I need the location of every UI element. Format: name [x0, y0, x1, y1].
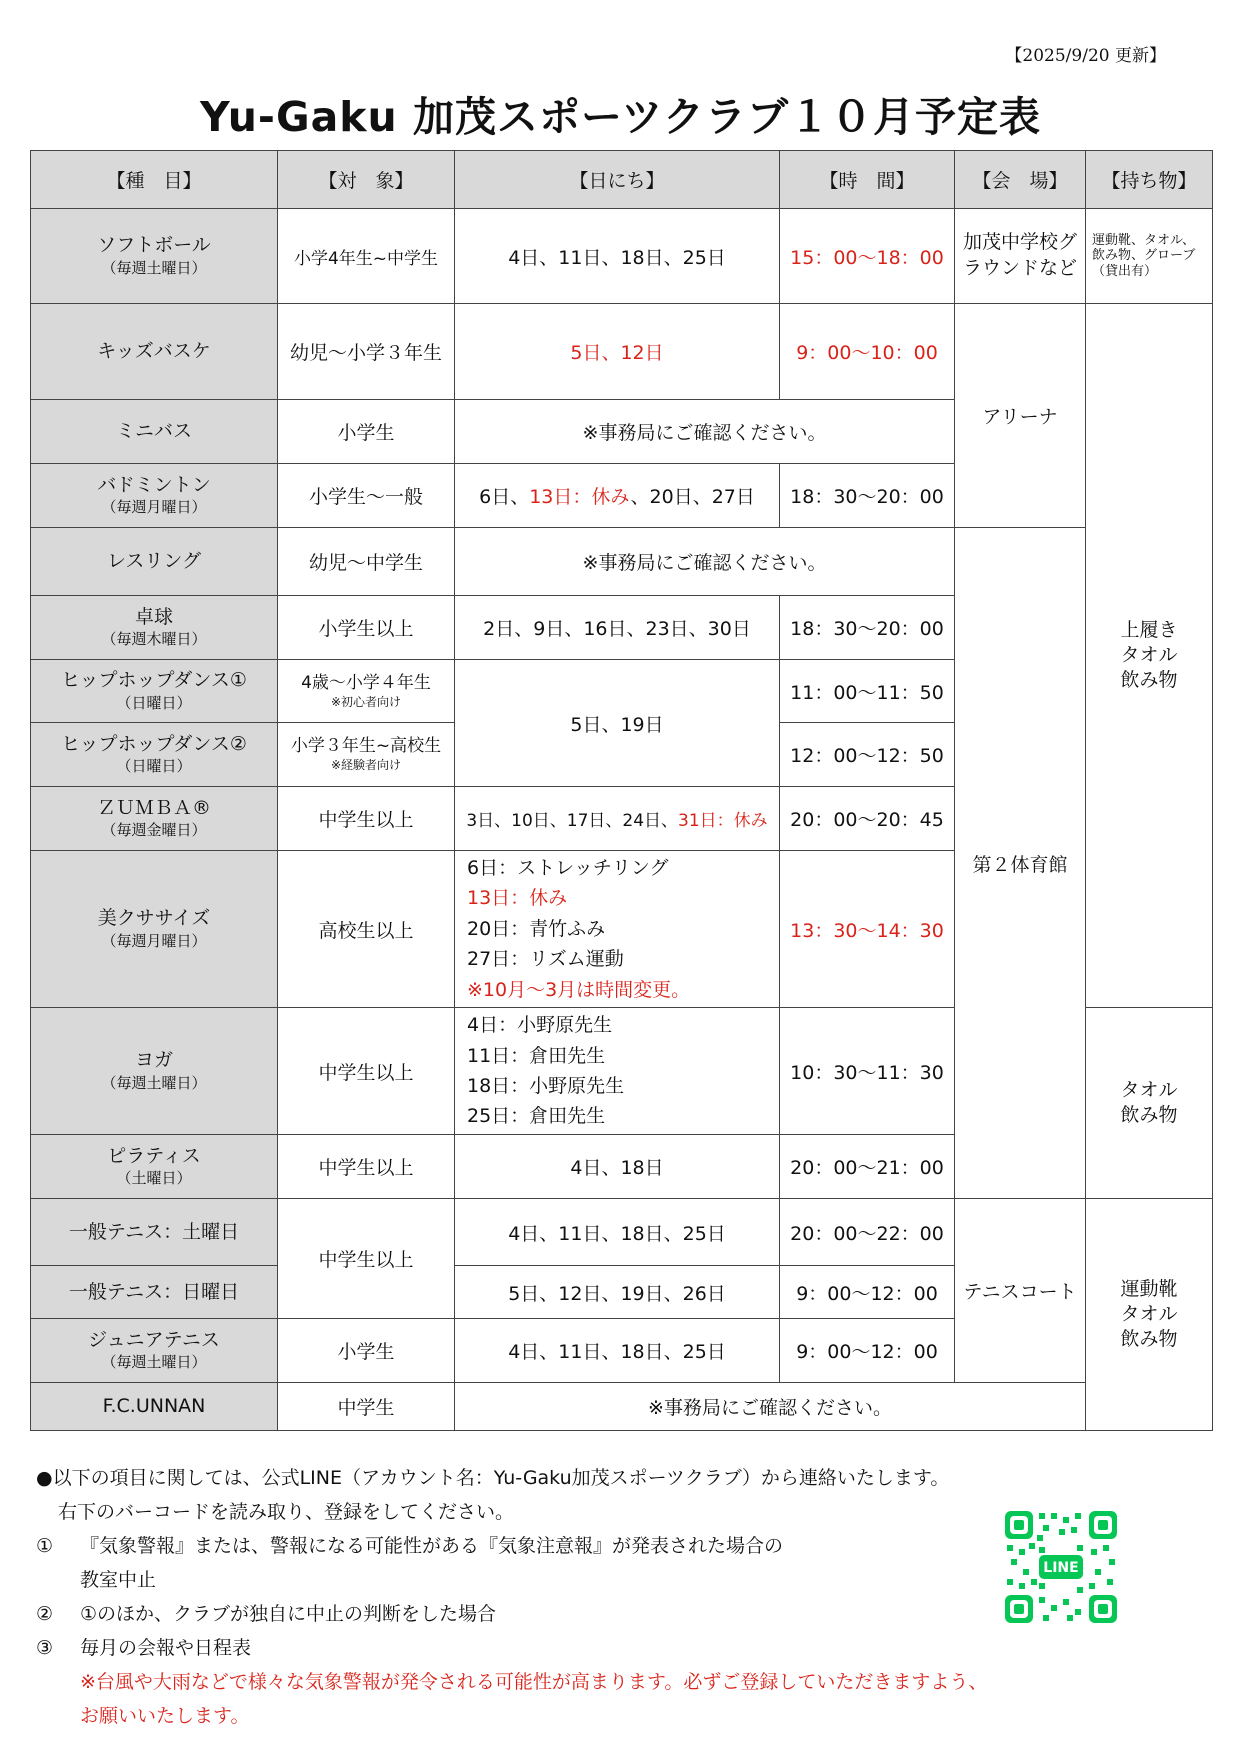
venue-gym2: 第２体育館	[972, 853, 1068, 876]
time-cell: 9：00～12：00	[780, 1319, 955, 1383]
venue-tennis: テニスコート	[963, 1281, 1077, 1303]
dates-cell: 4日、18日	[455, 1135, 780, 1199]
row-wrestling	[31, 528, 1213, 596]
items-line: 飲み物	[1120, 668, 1178, 691]
dates-part: 3日、10日、17日、24日、	[466, 811, 679, 831]
item-text: 『気象警報』または、警報になる可能性がある『気象注意報』が発表された場合の	[80, 1535, 784, 1557]
sport-cell	[31, 851, 278, 1008]
sport-frequency: （土曜日）	[116, 1169, 192, 1188]
sport-cell	[31, 723, 278, 787]
time-cell: 12：00～12：50	[780, 723, 955, 787]
target-cell: 幼児～中学生	[278, 528, 455, 596]
time-cell: 15：00〜18：00	[780, 209, 955, 304]
sport-name: 一般テニス：日曜日	[68, 1280, 240, 1303]
dates-holiday: 31日：休み	[678, 811, 768, 831]
sport-cell	[31, 1383, 278, 1431]
sport-cell	[31, 1135, 278, 1199]
time-cell: 18：30～20：00	[780, 596, 955, 660]
row-kids-basket	[31, 304, 1213, 400]
sport-name: ヨガ	[134, 1049, 173, 1072]
time-cell: 10：30～11：30	[780, 1008, 955, 1135]
sport-cell	[31, 596, 278, 660]
target-cell: 小学生	[278, 400, 455, 464]
item-mark: ③	[36, 1637, 54, 1659]
time-cell: 20：00～21：00	[780, 1135, 955, 1199]
sport-cell	[31, 1266, 278, 1319]
sport-name: ソフトボール	[97, 234, 211, 257]
time-cell: 20：00～20：45	[780, 787, 955, 851]
target-text: 4歳～小学４年生	[301, 672, 431, 693]
time-cell: 13：30～14：30	[780, 851, 955, 1008]
target-cell: 小学生～一般	[278, 464, 455, 528]
col-header-items: 【持ち物】	[1086, 151, 1213, 209]
date-line: 27日：リズム運動	[467, 948, 624, 971]
dates-cell: 4日、11日、18日、25日	[455, 209, 780, 304]
date-line: 6日：ストレッチリング	[467, 857, 669, 880]
dates-cell: 4日、11日、18日、25日	[455, 1199, 780, 1266]
date-line: 4日：小野原先生	[467, 1014, 613, 1037]
sport-frequency: （毎週月曜日）	[101, 931, 207, 950]
sport-name: 一般テニス：土曜日	[68, 1220, 240, 1243]
sport-name: F.C.UNNAN	[102, 1395, 206, 1418]
venue-arena: アリーナ	[982, 406, 1058, 428]
sport-name: バドミントン	[97, 473, 211, 496]
date-line: 20日：青竹ふみ	[467, 917, 606, 940]
item-text: 毎月の会報や日程表	[80, 1637, 252, 1659]
item-text: ①のほか、クラブが独自に中止の判断をした場合	[80, 1603, 497, 1625]
sport-name: ヒップホップダンス①	[61, 669, 247, 692]
notes-intro-2: 右下のバーコードを読み取り、登録をしてください。	[58, 1501, 515, 1523]
col-header-time: 【時 間】	[780, 151, 955, 209]
time-cell: 18：30～20：00	[780, 464, 955, 528]
date-line-holiday: 13日：休み	[467, 887, 568, 910]
sport-frequency: （毎週月曜日）	[101, 498, 207, 517]
target-cell: 中学生以上	[278, 1199, 455, 1319]
dates-cell	[455, 1008, 780, 1135]
header-row	[31, 151, 1213, 209]
note-cell: ※事務局にご確認ください。	[455, 1383, 1086, 1431]
sport-name: ヒップホップダンス②	[61, 732, 247, 755]
target-text: 小学３年生~高校生	[290, 736, 442, 757]
time-cell: 20：00～22：00	[780, 1199, 955, 1266]
sport-name: 美クササイズ	[97, 907, 211, 930]
sport-cell	[31, 1319, 278, 1383]
note-cell: ※事務局にご確認ください。	[455, 400, 955, 464]
notes-warning: ※台風や大雨などで様々な気象警報が発令される可能性が高まります。必ずご登録していただきますよう、	[80, 1671, 988, 1693]
venue-cell: 加茂中学校グラウンドなど	[955, 209, 1086, 304]
qr-line-label: LINE	[1043, 1560, 1079, 1576]
dates-cell	[455, 787, 780, 851]
venue-tennis-cell	[955, 1199, 1086, 1383]
notes-item-3	[36, 1631, 1186, 1665]
col-header-sport: 【種 目】	[31, 151, 278, 209]
line-qr-code	[1003, 1509, 1119, 1625]
target-cell: 中学生以上	[278, 787, 455, 851]
time-cell: 9：00～12：00	[780, 1266, 955, 1319]
time-cell: 11：00～11：50	[780, 660, 955, 723]
items-outdoor-cell	[1086, 1199, 1213, 1431]
dates-cell: 4日、11日、18日、25日	[455, 1319, 780, 1383]
items-yoga-cell	[1086, 1008, 1213, 1199]
sport-frequency: （毎週土曜日）	[101, 1353, 207, 1372]
sport-cell	[31, 528, 278, 596]
sport-cell	[31, 1008, 278, 1135]
items-line: 飲み物	[1120, 1327, 1178, 1350]
dates-cell	[455, 464, 780, 528]
row-softball	[31, 209, 1213, 304]
dates-part: 、20日、27日	[630, 486, 755, 508]
target-cell: 小学生	[278, 1319, 455, 1383]
venue-gym2-cell	[955, 528, 1086, 1199]
target-note: ※初心者向け	[330, 694, 402, 709]
items-line: 飲み物	[1120, 1104, 1178, 1126]
row-tennis-saturday	[31, 1199, 1213, 1266]
sport-cell	[31, 400, 278, 464]
target-cell: 小学生以上	[278, 596, 455, 660]
target-cell: 中学生以上	[278, 1135, 455, 1199]
notes-warning-2: お願いいたします。	[80, 1705, 250, 1727]
sport-cell	[31, 209, 278, 304]
sport-name: ＺＵＭＢＡ®	[96, 796, 211, 819]
target-cell: 幼児～小学３年生	[278, 304, 455, 400]
schedule-table	[30, 150, 1213, 1431]
date-line: 11日：倉田先生	[467, 1044, 606, 1067]
sport-frequency: （毎週木曜日）	[101, 630, 207, 649]
dates-holiday: 13日：休み	[529, 486, 631, 508]
target-cell: 小学4年生~中学生	[278, 209, 455, 304]
sport-frequency: （毎週土曜日）	[101, 1073, 207, 1092]
notes-item-1-cont: 教室中止	[80, 1569, 157, 1591]
col-header-date: 【日にち】	[455, 151, 780, 209]
target-cell	[278, 723, 455, 787]
target-cell: 中学生	[278, 1383, 455, 1431]
dates-cell: 2日、9日、16日、23日、30日	[455, 596, 780, 660]
sport-cell	[31, 304, 278, 400]
sport-cell	[31, 464, 278, 528]
item-mark: ①	[36, 1535, 54, 1557]
notes-intro: ●以下の項目に関しては、公式LINE（アカウント名：Yu-Gaku加茂スポーツクラブ）から連絡いたします。	[36, 1467, 950, 1489]
sport-name: レスリング	[106, 550, 202, 573]
sport-cell	[31, 660, 278, 723]
sport-name: ピラティス	[107, 1144, 201, 1167]
time-cell: 9：00～10：00	[780, 304, 955, 400]
col-header-target: 【対 象】	[278, 151, 455, 209]
items-line: タオル	[1120, 644, 1178, 667]
sport-frequency: （毎週金曜日）	[101, 821, 207, 840]
items-line: タオル	[1120, 1079, 1178, 1102]
date-line-notice: ※10月～3月は時間変更。	[467, 978, 691, 1001]
dates-part: 6日、	[479, 486, 530, 508]
date-line: 18日：小野原先生	[467, 1075, 625, 1097]
target-cell: 高校生以上	[278, 851, 455, 1008]
sport-frequency: （日曜日）	[116, 693, 192, 712]
page-title: Yu-Gaku 加茂スポーツクラブ１０月予定表	[200, 93, 1041, 141]
target-cell: 中学生以上	[278, 1008, 455, 1135]
items-line: タオル	[1120, 1303, 1178, 1326]
note-cell: ※事務局にご確認ください。	[455, 528, 955, 596]
items-line: 運動靴	[1120, 1278, 1178, 1301]
sport-frequency: （日曜日）	[116, 757, 192, 776]
sport-name: キッズバスケ	[97, 340, 211, 363]
venue-arena-cell	[955, 304, 1086, 528]
sport-cell	[31, 1199, 278, 1266]
target-cell	[278, 660, 455, 723]
items-indoor-cell	[1086, 304, 1213, 1008]
row-fc-unnan	[31, 1383, 1213, 1431]
col-header-venue: 【会 場】	[955, 151, 1086, 209]
dates-cell	[455, 851, 780, 1008]
sport-name: ミニバス	[115, 420, 192, 443]
date-line: 25日：倉田先生	[467, 1105, 606, 1128]
sport-cell	[31, 787, 278, 851]
target-note: ※経験者向け	[330, 758, 402, 773]
items-cell: 運動靴、タオル、飲み物、グローブ（貸出有）	[1086, 209, 1213, 304]
sport-name: 卓球	[134, 605, 173, 628]
item-mark: ②	[36, 1603, 54, 1625]
update-date: 【2025/9/20 更新】	[1005, 46, 1166, 66]
dates-cell: 5日、19日	[455, 660, 780, 787]
sport-name: ジュニアテニス	[88, 1328, 220, 1351]
items-line: 上履き	[1120, 619, 1178, 642]
sport-frequency: （毎週土曜日）	[101, 258, 207, 277]
dates-cell: 5日、12日、19日、26日	[455, 1266, 780, 1319]
dates-cell: 5日、12日	[455, 304, 780, 400]
